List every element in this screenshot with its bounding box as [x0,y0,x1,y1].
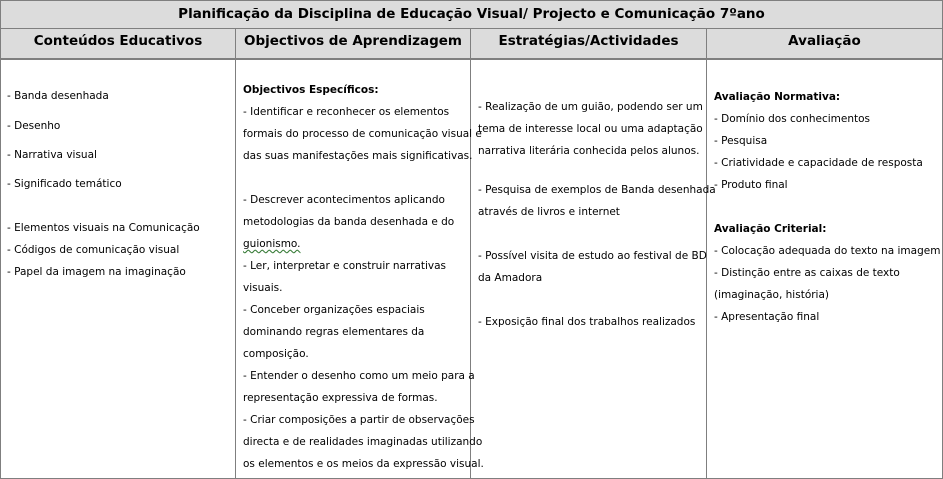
text-line: tema de interesse local ou uma adaptação [478,123,703,135]
list-item: - Desenho [7,120,61,132]
text-line: directa e de realidades imaginadas utilizando [243,436,483,448]
header-conteudos: Conteúdos Educativos [1,29,235,59]
text-line: da Amadora [478,272,543,284]
normativa-heading: Avaliação Normativa: [714,91,841,103]
text-line: narrativa literária conhecida pelos alunos. [478,145,700,157]
text-line: - Realização de um guião, podendo ser um [478,101,703,113]
list-item: (imaginação, história) [714,289,830,301]
list-item: - Distinção entre as caixas de texto [714,267,900,279]
criterial-heading: Avaliação Criterial: [714,223,827,235]
text-line: - Descrever acontecimentos aplicando [243,194,445,206]
text-line: - Ler, interpretar e construir narrativas [243,260,447,272]
list-item: - Pesquisa [714,135,768,147]
text-line: - Criar composições a partir de observações [243,414,475,426]
text-line: - Entender o desenho como um meio para a [243,370,475,382]
list-item: - Elementos visuais na Comunicação [7,222,200,234]
header-objectivos: Objectivos de Aprendizagem [236,29,470,59]
list-item: - Papel da imagem na imaginação [7,266,186,278]
list-item: - Banda desenhada [7,90,109,102]
text-line: - Exposição final dos trabalhos realizados [478,316,696,328]
text-line: representação expressiva de formas. [243,392,438,404]
text-line: os elementos e os meios da expressão visual. [243,458,484,470]
text-line: dominando regras elementares da [243,326,425,338]
list-item: - Produto final [714,179,788,191]
text-line: - Pesquisa de exemplos de Banda desenhada [478,184,716,196]
text-line: composição. [243,348,309,360]
list-item: - Colocação adequada do texto na imagem [714,245,941,257]
list-item: - Códigos de comunicação visual [7,244,180,256]
list-item: - Domínio dos conhecimentos [714,113,871,125]
row-divider [0,59,943,60]
text-line: das suas manifestações mais significativas. [243,150,473,162]
list-item: - Apresentação final [714,311,820,323]
text-line: metodologias da banda desenhada e do [243,216,455,228]
text-line: - Identificar e reconhecer os elementos [243,106,450,118]
column-divider [235,29,236,479]
objectivos-heading: Objectivos Específicos: [243,84,379,96]
text-line: guionismo. [243,238,301,250]
header-avaliacao: Avaliação [707,29,942,59]
text-line: visuais. [243,282,283,294]
list-item: - Narrativa visual [7,149,97,161]
list-item: - Criatividade e capacidade de resposta [714,157,923,169]
list-item: - Significado temático [7,178,122,190]
text-line: - Possível visita de estudo ao festival de BD [478,250,707,262]
text-line: - Conceber organizações espaciais [243,304,425,316]
text-line: através de livros e internet [478,206,620,218]
column-divider [470,29,471,479]
text-line: formais do processo de comunicação visual e [243,128,482,140]
table-title: Planificação da Disciplina de Educação Visual/ Projecto e Comunicação 7ºano [1,1,942,29]
header-estrategias: Estratégias/Actividades [471,29,706,59]
